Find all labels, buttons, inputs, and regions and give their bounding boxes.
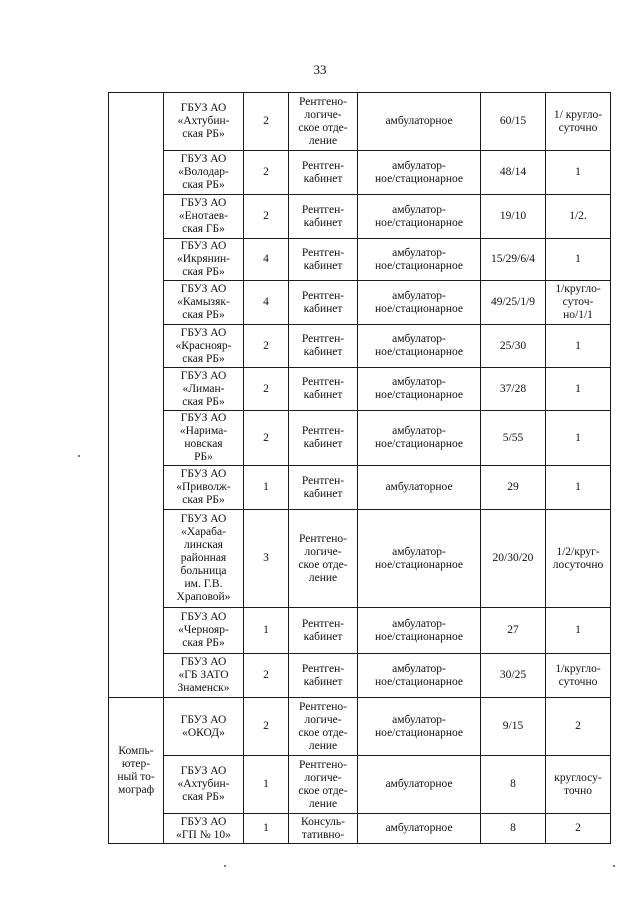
organization-cell: ГБУЗ АО «Чернояр- ская РБ» (164, 608, 244, 654)
department-cell: Консуль- тативно- (289, 814, 358, 844)
department-cell: Рентген- кабинет (289, 654, 358, 698)
table-row (109, 608, 611, 654)
department-cell: Рентген- кабинет (289, 239, 358, 281)
unit-count-cell: 2 (244, 93, 289, 151)
shift-cell: 1/2/круг- лосуточно (546, 510, 611, 608)
organization-cell: ГБУЗ АО «Краснояр- ская РБ» (164, 325, 244, 368)
organization-cell: ГБУЗ АО «ГП № 10» (164, 814, 244, 844)
department-cell: Рентген- кабинет (289, 466, 358, 510)
table-row (109, 756, 611, 814)
organization-cell: ГБУЗ АО «Ахтубин- ская РБ» (164, 93, 244, 151)
shift-cell: 1/2. (546, 195, 611, 239)
service-mode-cell: амбулатор- ное/стационарное (358, 325, 481, 368)
service-mode-cell: амбулатор- ное/стационарное (358, 239, 481, 281)
table-row (109, 368, 611, 411)
unit-count-cell: 1 (244, 466, 289, 510)
table-row (109, 281, 611, 325)
shift-cell: 1 (546, 239, 611, 281)
organization-cell: ГБУЗ АО «Володар- ская РБ» (164, 151, 244, 195)
service-mode-cell: амбулаторное (358, 93, 481, 151)
service-mode-cell: амбулатор- ное/стационарное (358, 608, 481, 654)
department-cell: Рентген- кабинет (289, 281, 358, 325)
workload-cell: 5/55 (481, 411, 546, 466)
organization-cell: ГБУЗ АО «Камызяк- ская РБ» (164, 281, 244, 325)
unit-count-cell: 4 (244, 239, 289, 281)
table-row (109, 814, 611, 844)
service-mode-cell: амбулатор- ное/стационарное (358, 151, 481, 195)
service-mode-cell: амбулаторное (358, 466, 481, 510)
unit-count-cell: 2 (244, 698, 289, 756)
unit-count-cell: 2 (244, 411, 289, 466)
table-row (109, 510, 611, 608)
shift-cell: 1 (546, 325, 611, 368)
shift-cell: 1 (546, 466, 611, 510)
department-cell: Рентген- кабинет (289, 325, 358, 368)
shift-cell: 1 (546, 411, 611, 466)
department-cell: Рентген- кабинет (289, 411, 358, 466)
shift-cell: круглосу- точно (546, 756, 611, 814)
unit-count-cell: 2 (244, 151, 289, 195)
department-cell: Рентген- кабинет (289, 608, 358, 654)
table-row (109, 698, 611, 756)
table-row (109, 466, 611, 510)
workload-cell: 27 (481, 608, 546, 654)
workload-cell: 29 (481, 466, 546, 510)
organization-cell: ГБУЗ АО «Лиман- ская РБ» (164, 368, 244, 411)
table-row (109, 195, 611, 239)
table-row (109, 239, 611, 281)
organization-cell: ГБУЗ АО «Нарима- новская РБ» (164, 411, 244, 466)
shift-cell: 2 (546, 698, 611, 756)
equipment-type-cell (109, 93, 164, 698)
service-mode-cell: амбулатор- ное/стационарное (358, 654, 481, 698)
table-row (109, 93, 611, 151)
department-cell: Рентгено- логиче- ское отде- ление (289, 93, 358, 151)
table-row (109, 654, 611, 698)
shift-cell: 1 (546, 608, 611, 654)
workload-cell: 20/30/20 (481, 510, 546, 608)
service-mode-cell: амбулаторное (358, 814, 481, 844)
workload-cell: 37/28 (481, 368, 546, 411)
service-mode-cell: амбулатор- ное/стационарное (358, 510, 481, 608)
organization-cell: ГБУЗ АО «ГБ ЗАТО Знаменск» (164, 654, 244, 698)
organization-cell: ГБУЗ АО «ОКОД» (164, 698, 244, 756)
workload-cell: 15/29/6/4 (481, 239, 546, 281)
shift-cell: 1/кругло- суточ- но/1/1 (546, 281, 611, 325)
shift-cell: 1/ кругло- суточно (546, 93, 611, 151)
organization-cell: ГБУЗ АО «Енотаев- ская ГБ» (164, 195, 244, 239)
scan-speck (224, 865, 226, 867)
unit-count-cell: 1 (244, 756, 289, 814)
service-mode-cell: амбулатор- ное/стационарное (358, 195, 481, 239)
workload-cell: 19/10 (481, 195, 546, 239)
scan-speck (78, 455, 80, 457)
unit-count-cell: 4 (244, 281, 289, 325)
table-row (109, 411, 611, 466)
department-cell: Рентгено- логиче- ское отде- ление (289, 756, 358, 814)
service-mode-cell: амбулатор- ное/стационарное (358, 411, 481, 466)
workload-cell: 25/30 (481, 325, 546, 368)
service-mode-cell: амбулатор- ное/стационарное (358, 698, 481, 756)
table-row (109, 325, 611, 368)
unit-count-cell: 3 (244, 510, 289, 608)
workload-cell: 49/25/1/9 (481, 281, 546, 325)
department-cell: Рентген- кабинет (289, 368, 358, 411)
workload-cell: 60/15 (481, 93, 546, 151)
service-mode-cell: амбулатор- ное/стационарное (358, 281, 481, 325)
shift-cell: 1 (546, 151, 611, 195)
workload-cell: 9/15 (481, 698, 546, 756)
equipment-table (108, 92, 611, 844)
page-number: 33 (313, 62, 327, 77)
unit-count-cell: 2 (244, 654, 289, 698)
scan-speck (613, 865, 615, 867)
workload-cell: 30/25 (481, 654, 546, 698)
department-cell: Рентгено- логиче- ское отде- ление (289, 698, 358, 756)
organization-cell: ГБУЗ АО «Приволж- ская РБ» (164, 466, 244, 510)
organization-cell: ГБУЗ АО «Хараба- линская районная больница им. Г.В. Храповой» (164, 510, 244, 608)
shift-cell: 1/кругло- суточно (546, 654, 611, 698)
equipment-type-cell: Компь- ютер- ный то- мограф (109, 698, 164, 844)
unit-count-cell: 1 (244, 814, 289, 844)
workload-cell: 48/14 (481, 151, 546, 195)
unit-count-cell: 2 (244, 325, 289, 368)
workload-cell: 8 (481, 814, 546, 844)
unit-count-cell: 1 (244, 608, 289, 654)
service-mode-cell: амбулатор- ное/стационарное (358, 368, 481, 411)
table-row (109, 151, 611, 195)
organization-cell: ГБУЗ АО «Икрянин- ская РБ» (164, 239, 244, 281)
department-cell: Рентгено- логиче- ское отде- ление (289, 510, 358, 608)
service-mode-cell: амбулаторное (358, 756, 481, 814)
shift-cell: 2 (546, 814, 611, 844)
department-cell: Рентген- кабинет (289, 195, 358, 239)
organization-cell: ГБУЗ АО «Ахтубин- ская РБ» (164, 756, 244, 814)
unit-count-cell: 2 (244, 195, 289, 239)
unit-count-cell: 2 (244, 368, 289, 411)
department-cell: Рентген- кабинет (289, 151, 358, 195)
shift-cell: 1 (546, 368, 611, 411)
workload-cell: 8 (481, 756, 546, 814)
